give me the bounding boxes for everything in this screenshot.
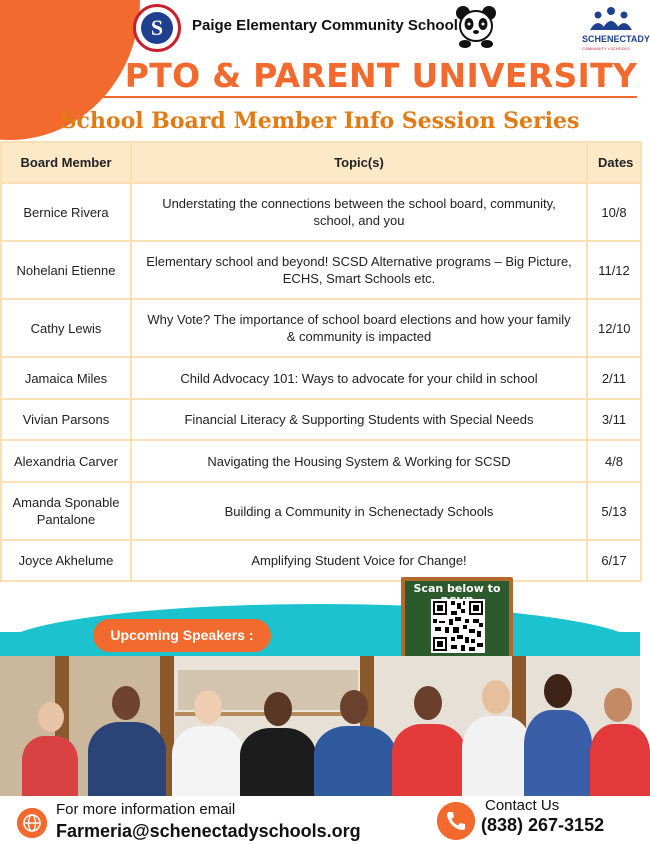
footer — [0, 796, 640, 844]
date: 2/11 — [587, 357, 641, 399]
table-row — [1, 357, 641, 399]
member-name: Joyce Akhelume — [1, 540, 131, 581]
header — [0, 0, 650, 56]
member-name: Amanda Sponable Pantalone — [1, 482, 131, 540]
topic: Navigating the Housing System & Working for SCSD — [131, 440, 587, 482]
table-row — [1, 399, 641, 440]
header-dates: Dates — [587, 142, 641, 183]
info-line: For more information email — [56, 801, 236, 818]
rsvp-chalkboard — [401, 577, 513, 661]
table-row — [1, 241, 641, 299]
topic: Why Vote? The importance of school board elections and how your family & community is impacted — [131, 299, 587, 357]
phone-icon — [437, 802, 475, 840]
member-name: Cathy Lewis — [1, 299, 131, 357]
people-icon — [588, 6, 634, 30]
topic: Building a Community in Schenectady Schools — [131, 482, 587, 540]
table-row — [1, 540, 641, 581]
district-brand-sub: COMMUNITY • SCHOOLS — [582, 46, 630, 51]
upcoming-speakers-label: Upcoming Speakers : — [93, 619, 271, 652]
page-title-text: PAIGE PTO & PARENT UNIVERSITY — [3, 56, 637, 98]
date: 12/10 — [587, 299, 641, 357]
contact-phone[interactable]: (838) 267-3152 — [481, 815, 605, 835]
date: 10/8 — [587, 183, 641, 241]
table-row — [1, 482, 641, 540]
district-brand: SCHENECTADY — [582, 34, 650, 44]
schedule-table — [0, 141, 642, 582]
member-name: Nohelani Etienne — [1, 241, 131, 299]
district-logo — [582, 6, 650, 54]
rsvp-qr-code[interactable] — [431, 599, 485, 653]
table-row — [1, 440, 641, 482]
topic: Amplifying Student Voice for Change! — [131, 540, 587, 581]
date: 4/8 — [587, 440, 641, 482]
date: 3/11 — [587, 399, 641, 440]
topic: Child Advocacy 101: Ways to advocate for your child in school — [131, 357, 587, 399]
date: 6/17 — [587, 540, 641, 581]
member-name: Jamaica Miles — [1, 357, 131, 399]
member-name: Bernice Rivera — [1, 183, 131, 241]
district-seal-letter: S — [141, 12, 173, 44]
district-seal-logo — [133, 4, 181, 52]
topic: Understating the connections between the school board, community, school, and you — [131, 183, 587, 241]
globe-icon — [17, 808, 47, 838]
member-name: Vivian Parsons — [1, 399, 131, 440]
page-title — [0, 56, 640, 95]
contact-email[interactable]: Farmeria@schenectadyschools.org — [56, 821, 361, 841]
table-row — [1, 299, 641, 357]
rsvp-label: Scan below to — [413, 582, 501, 595]
page-subtitle: School Board Member Info Session Series — [60, 108, 580, 134]
panda-icon — [454, 4, 498, 48]
school-name: Paige Elementary Community School — [192, 17, 458, 34]
table-row — [1, 183, 641, 241]
board-members-group-photo — [0, 656, 640, 796]
member-name: Alexandria Carver — [1, 440, 131, 482]
header-topics: Topic(s) — [131, 142, 587, 183]
table-header-row — [1, 142, 641, 183]
contact-label: Contact Us — [485, 797, 560, 814]
topic: Elementary school and beyond! SCSD Alternative programs – Big Picture, ECHS, Smart Schools etc. — [131, 241, 587, 299]
header-board-member: Board Member — [1, 142, 131, 183]
date: 11/12 — [587, 241, 641, 299]
date: 5/13 — [587, 482, 641, 540]
topic: Financial Literacy & Supporting Students with Special Needs — [131, 399, 587, 440]
